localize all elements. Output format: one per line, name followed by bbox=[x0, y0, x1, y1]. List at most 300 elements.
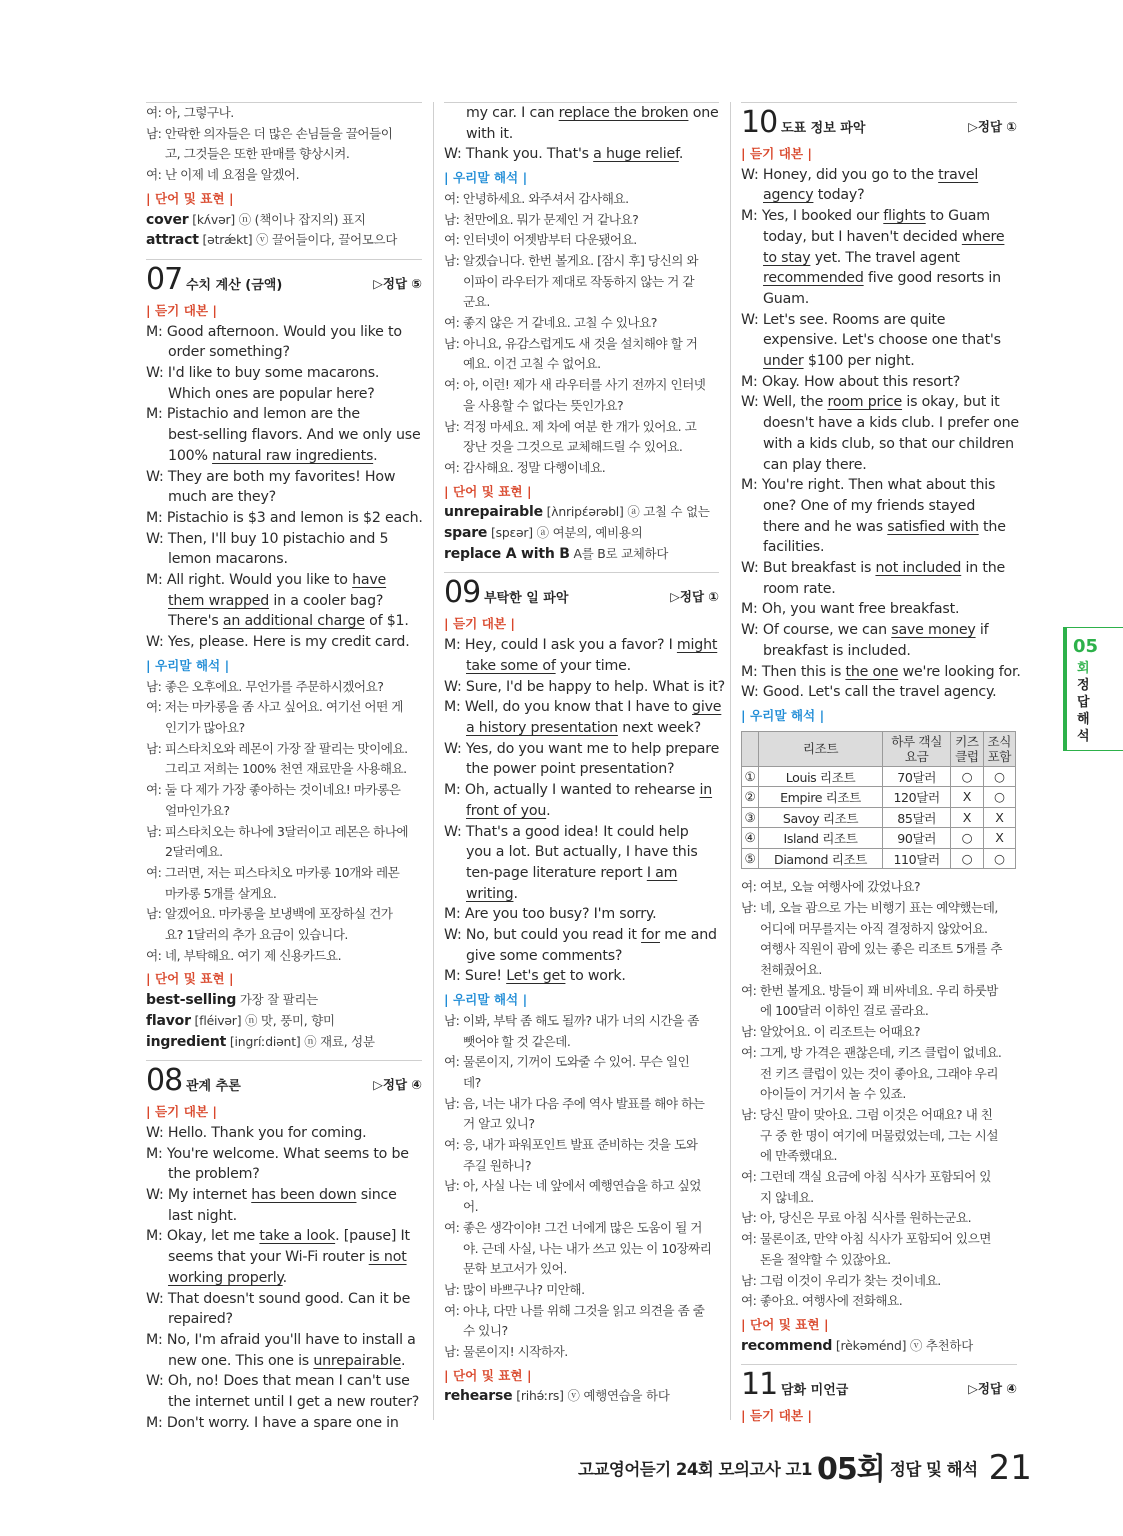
column-1 bbox=[146, 102, 422, 1433]
script-line bbox=[741, 517, 1017, 538]
script-line bbox=[146, 1164, 422, 1185]
section-label: | 듣기 대본 | bbox=[444, 616, 516, 632]
script-text: your time. bbox=[555, 657, 631, 674]
vocab-entry bbox=[146, 1032, 422, 1053]
script-text: breakfast is included. bbox=[763, 642, 911, 659]
footer-title: 고교영어듣기 24회 모의고사 고1 bbox=[578, 1460, 812, 1479]
side-tab-char: 회 bbox=[1077, 661, 1090, 676]
script-line bbox=[741, 599, 1017, 620]
translation-line: 남: 알겠어요. 마카롱을 보냉백에 포장하실 건가 bbox=[146, 906, 393, 922]
script-line bbox=[444, 635, 719, 656]
vocab-entry bbox=[444, 523, 719, 544]
table-cell: Savoy 리조트 bbox=[759, 807, 883, 828]
script-line bbox=[741, 537, 1017, 558]
translation-line: 어디에 머무를지는 아직 결정하지 않았어요. bbox=[760, 920, 988, 936]
script-text: W: Then, I'll buy 10 pistachio and 5 bbox=[146, 530, 389, 547]
translation-line: 남: 천만에요. 뭐가 문제인 거 같나요? bbox=[444, 211, 639, 227]
script-text: best-selling flavors. And we only use bbox=[168, 427, 421, 444]
script-line bbox=[741, 289, 1017, 310]
script-text: repaired? bbox=[168, 1311, 233, 1328]
translation-line: 천해줬어요. bbox=[760, 962, 822, 977]
table-cell: 90달러 bbox=[883, 828, 951, 849]
underlined-phrase: replace the broken bbox=[558, 105, 689, 121]
vocab-meaning: [ʌ̀nripɛ́ərəbl] ⓐ 고칠 수 없는 bbox=[542, 504, 710, 520]
section-label: | 단어 및 표현 | bbox=[146, 190, 234, 206]
script-line bbox=[741, 227, 1017, 248]
table-header-text: 하루 객실 bbox=[891, 733, 942, 749]
translation-line: 남: 좋은 오후에요. 무언가를 주문하시겠어요? bbox=[146, 678, 384, 694]
script-text: my car. I can bbox=[466, 105, 559, 121]
table-cell: ○ bbox=[983, 787, 1015, 808]
script-text: W: But breakfast is bbox=[741, 560, 876, 577]
translation-line: 그리고 저희는 100% 천연 재료만을 사용해요. bbox=[165, 761, 407, 777]
translation-line: 여: 둘 다 제가 가장 좋아하는 것이네요! 마카롱은 bbox=[146, 782, 401, 798]
script-line bbox=[444, 656, 719, 677]
table-cell: Island 리조트 bbox=[759, 828, 883, 849]
vocab-entry bbox=[146, 230, 422, 251]
script-text: five good resorts in bbox=[863, 270, 1001, 287]
translation-line: 요? 1달러의 추가 요금이 있습니다. bbox=[165, 927, 348, 943]
script-line bbox=[741, 662, 1021, 683]
answer-badge: ▷정답 ① bbox=[968, 119, 1017, 134]
script-line bbox=[444, 718, 719, 739]
answer-badge: ▷정답 ① bbox=[670, 589, 719, 605]
vocab-meaning: 가장 잘 팔리는 bbox=[236, 992, 319, 1008]
table-corner-cell bbox=[742, 731, 759, 766]
script-text: W: They are both my favorites! How bbox=[146, 468, 396, 485]
script-text: new one. This one is bbox=[168, 1352, 314, 1369]
underlined-phrase: for bbox=[641, 927, 660, 944]
script-text: W: Let's see. Rooms are quite bbox=[741, 311, 946, 328]
script-line bbox=[741, 413, 1017, 434]
table-cell: ○ bbox=[951, 848, 983, 869]
translation-line: 여: 저는 마카롱을 좀 사고 싶어요. 여기선 어떤 게 bbox=[146, 699, 403, 715]
translation-line: 여: 그런데 객실 요금에 아침 식사가 포함되어 있 bbox=[741, 1169, 991, 1185]
underlined-phrase: natural raw ingredients bbox=[212, 447, 374, 464]
translation-line: 남: 그럼 이것이 우리가 찾는 것이네요. bbox=[741, 1272, 941, 1288]
script-line bbox=[146, 1351, 422, 1372]
table-row bbox=[742, 807, 1016, 828]
underlined-phrase: has been down bbox=[251, 1187, 357, 1204]
table-cell: Empire 리조트 bbox=[759, 787, 883, 808]
script-text: M: Pistachio and lemon are the bbox=[146, 406, 360, 423]
script-line bbox=[146, 1268, 422, 1289]
script-text: M: No, I'm afraid you'll have to install a bbox=[146, 1331, 416, 1348]
script-text: in a cooler bag? bbox=[269, 592, 384, 609]
script-line bbox=[444, 966, 719, 987]
translation-line: 여: 안녕하세요. 와주셔서 감사해요. bbox=[444, 190, 629, 206]
footer-round: 05회 bbox=[817, 1452, 885, 1487]
script-text: . bbox=[282, 1269, 287, 1286]
script-line bbox=[444, 801, 719, 822]
translation-line: 남: 아니요, 유감스럽게도 새 것을 설치해야 할 거 bbox=[444, 335, 698, 351]
script-text: W: Of course, we can bbox=[741, 622, 892, 639]
script-line bbox=[741, 185, 1017, 206]
script-text: in the bbox=[961, 560, 1006, 577]
row-number: ② bbox=[742, 787, 759, 808]
script-text: we're looking for. bbox=[898, 663, 1021, 680]
answer-badge: ▷정답 ④ bbox=[373, 1077, 422, 1093]
script-text: W: Well, the bbox=[741, 394, 828, 411]
script-line bbox=[146, 1330, 422, 1351]
vocab-meaning: [rihə́ːrs] ⓥ 예행연습을 하다 bbox=[512, 1388, 670, 1404]
section-label: | 단어 및 표현 | bbox=[146, 971, 234, 987]
side-tab-char: 석 bbox=[1077, 729, 1090, 744]
script-line bbox=[741, 351, 1017, 372]
translation-line: 문학 보고서가 있어. bbox=[463, 1261, 567, 1277]
script-line bbox=[741, 165, 1017, 186]
table-cell: X bbox=[983, 807, 1015, 828]
underlined-phrase: take a look bbox=[259, 1228, 336, 1245]
script-line bbox=[741, 682, 1017, 703]
underlined-phrase: the one bbox=[845, 663, 899, 680]
translation-line: 얼마인가요? bbox=[165, 802, 230, 818]
script-text: M: Don't worry. I have a spare one in bbox=[146, 1414, 399, 1431]
script-text: give some comments? bbox=[466, 947, 623, 964]
script-line bbox=[444, 946, 719, 967]
section-side-tab bbox=[1063, 627, 1123, 751]
script-text: 100% bbox=[168, 447, 213, 464]
translation-line: 남: 알겠습니다. 한번 볼게요. [잠시 후] 당신의 와 bbox=[444, 252, 699, 268]
translation-line: 여: 그러면, 저는 피스타치오 마카롱 10개와 레몬 bbox=[146, 864, 400, 880]
translation-line: 남: 당신 말이 맞아요. 그럼 이것은 어때요? 내 친 bbox=[741, 1106, 993, 1122]
script-line bbox=[146, 529, 422, 550]
translation-line: 여: 아냐, 다만 나를 위해 그것을 읽고 의견을 좀 줄 bbox=[444, 1302, 705, 1318]
script-line bbox=[741, 392, 1017, 413]
translation-line: 지 않네요. bbox=[760, 1189, 814, 1205]
translation-line: 뺏어야 할 것 같은데. bbox=[463, 1033, 571, 1049]
translation-line: 야. 근데 사실, 나는 내가 쓰고 있는 이 10장짜리 bbox=[463, 1240, 712, 1256]
script-text: since bbox=[356, 1187, 397, 1204]
script-line bbox=[146, 384, 422, 405]
script-text: Which ones are popular here? bbox=[168, 385, 375, 402]
question-number: 11 bbox=[741, 1367, 778, 1403]
translation-line: 주길 원하니? bbox=[463, 1157, 532, 1173]
script-line bbox=[146, 591, 422, 612]
script-line bbox=[444, 124, 719, 145]
table-cell: 120달러 bbox=[883, 787, 951, 808]
script-line bbox=[444, 739, 719, 760]
script-line bbox=[741, 372, 1017, 393]
underlined-phrase: under bbox=[763, 353, 804, 370]
table-cell: 85달러 bbox=[883, 807, 951, 828]
translation-line: 여: 감사해요. 정말 다행이네요. bbox=[444, 459, 606, 475]
translation-line: 여: 여보, 오늘 여행사에 갔었나요? bbox=[741, 879, 921, 895]
side-tab-label bbox=[1077, 660, 1093, 745]
script-line bbox=[444, 103, 719, 124]
script-line bbox=[146, 1123, 422, 1144]
underlined-phrase: agency bbox=[763, 187, 814, 204]
script-text: Guam. bbox=[763, 290, 810, 307]
row-number: ③ bbox=[742, 807, 759, 828]
script-text: with a kids club, so that our children bbox=[763, 435, 1014, 452]
script-line bbox=[741, 310, 1017, 331]
translation-line: 남: 피스타치오와 레몬이 가장 잘 팔리는 맛이에요. bbox=[146, 740, 408, 756]
script-line bbox=[444, 842, 719, 863]
section-label: | 우리말 해석 | bbox=[444, 170, 528, 186]
script-line bbox=[444, 144, 719, 165]
translation-line: 여: 한번 볼게요. 방들이 꽤 비싸네요. 우리 하룻밤 bbox=[741, 982, 998, 998]
script-text: W: Thank you. That's bbox=[444, 146, 594, 163]
translation-line: 예요. 이건 고칠 수 없어요. bbox=[463, 356, 601, 372]
vocab-entry bbox=[146, 210, 422, 231]
table-cell: X bbox=[983, 828, 1015, 849]
translation-line: 전 키즈 클럽이 있는 것이 좋아요, 그래야 우리 bbox=[760, 1065, 999, 1081]
script-line bbox=[146, 1371, 422, 1392]
translation-line: 남: 아, 당신은 무료 아침 식사를 원하는군요. bbox=[741, 1210, 972, 1226]
translation-line: 에 100달러 이하인 걸로 골라요. bbox=[760, 1003, 929, 1019]
underlined-phrase: room price bbox=[827, 394, 903, 411]
question-header bbox=[741, 1364, 1017, 1403]
script-text: one bbox=[688, 105, 719, 121]
script-text: one? One of my friends stayed bbox=[763, 497, 976, 514]
script-text: . bbox=[546, 802, 551, 819]
script-text: to work. bbox=[565, 968, 626, 985]
translation-line: 여: 아, 이런! 제가 새 라우터를 사기 전까지 인터넷 bbox=[444, 377, 706, 393]
row-number: ④ bbox=[742, 828, 759, 849]
table-cell: 110달러 bbox=[883, 848, 951, 869]
table-cell: ○ bbox=[951, 828, 983, 849]
script-line bbox=[146, 425, 422, 446]
vocab-meaning: [ətrǽkt] ⓥ 끌어들이다, 끌어모으다 bbox=[198, 232, 398, 248]
side-tab-char: 답 bbox=[1077, 695, 1090, 710]
script-text: $100 per night. bbox=[803, 353, 915, 370]
vocab-meaning: [spɛər] ⓐ 여분의, 예비용의 bbox=[487, 525, 643, 541]
translation-line: 에 만족했대요. bbox=[760, 1148, 837, 1164]
script-line bbox=[146, 1289, 422, 1310]
underlined-phrase: have bbox=[352, 572, 387, 589]
script-text: M: Okay. How about this resort? bbox=[741, 373, 961, 390]
translation-line: 여: 물론이지, 기꺼이 도와줄 수 있어. 무슨 일인 bbox=[444, 1054, 690, 1070]
script-text: W: My internet bbox=[146, 1187, 252, 1204]
translation-line: 남: 피스타치오는 하나에 3달러이고 레몬은 하나에 bbox=[146, 823, 409, 839]
translation-line: 여: 인터넷이 어젯밤부터 다운됐어요. bbox=[444, 232, 637, 248]
script-text: . bbox=[373, 447, 378, 464]
vocab-word: flavor bbox=[146, 1012, 191, 1029]
script-line bbox=[741, 558, 1017, 579]
row-number: ⑤ bbox=[742, 848, 759, 869]
script-text: M: Sure! bbox=[444, 968, 507, 985]
script-line bbox=[146, 1247, 422, 1268]
underlined-phrase: is not bbox=[368, 1249, 407, 1266]
script-text: M: Hey, could I ask you a favor? I bbox=[444, 637, 677, 654]
table-header-text: 요금 bbox=[904, 748, 929, 764]
underlined-phrase: front of you bbox=[466, 802, 547, 819]
script-line bbox=[146, 1206, 422, 1227]
script-text: next week? bbox=[617, 719, 701, 736]
script-text: W: Oh, no! Does that mean I can't use bbox=[146, 1373, 410, 1390]
script-line bbox=[146, 549, 422, 570]
resort-table bbox=[741, 731, 1016, 870]
section-label: | 우리말 해석 | bbox=[146, 657, 230, 673]
underlined-phrase: not included bbox=[875, 560, 962, 577]
translation-line: 수 있니? bbox=[463, 1323, 508, 1339]
section-label: | 단어 및 표현 | bbox=[741, 1316, 829, 1332]
script-text: M: Good afternoon. Would you like to bbox=[146, 323, 402, 340]
underlined-phrase: to stay bbox=[763, 249, 811, 266]
translation-line: 여: 아, 그렇구나. bbox=[146, 105, 234, 120]
script-line bbox=[444, 884, 719, 905]
question-type: 담화 미언급 bbox=[781, 1383, 849, 1399]
translation-line: 여: 좋지 않은 거 같네요. 고칠 수 있나요? bbox=[444, 315, 657, 331]
script-text: W: I'd like to buy some macarons. bbox=[146, 365, 380, 382]
script-text: M: Oh, actually I wanted to rehearse bbox=[444, 782, 700, 799]
script-line bbox=[146, 1226, 422, 1247]
script-text: the bbox=[978, 518, 1006, 535]
translation-line: 을 사용할 수 없다는 뜻인가요? bbox=[463, 397, 624, 413]
vocab-word: spare bbox=[444, 525, 488, 542]
section-label: | 우리말 해석 | bbox=[444, 992, 528, 1008]
vocab-entry bbox=[444, 544, 719, 565]
script-text: is okay, but it bbox=[902, 394, 1000, 411]
vocab-entry bbox=[741, 1336, 1017, 1357]
translation-line: 장난 것을 그것으로 교체해드릴 수 있어요. bbox=[463, 439, 683, 455]
question-type: 도표 정보 파악 bbox=[781, 121, 866, 136]
script-line bbox=[741, 248, 1017, 269]
table-header-cell bbox=[759, 731, 883, 766]
script-text: M: Okay, let me bbox=[146, 1228, 260, 1245]
vocab-meaning: [fléivər] ⓝ 맛, 풍미, 향미 bbox=[190, 1012, 335, 1028]
underlined-phrase: unrepairable bbox=[313, 1352, 401, 1369]
script-text: M: You're welcome. What seems to be bbox=[146, 1145, 409, 1162]
section-label: | 듣기 대본 | bbox=[146, 1104, 218, 1120]
question-header bbox=[146, 1060, 422, 1099]
script-line bbox=[444, 780, 719, 801]
translation-line: 여: 응, 내가 파워포인트 발표 준비하는 것을 도와 bbox=[444, 1137, 698, 1153]
script-text: there and he was bbox=[763, 518, 888, 535]
script-text: M: Pistachio is $3 and lemon is $2 each. bbox=[146, 509, 423, 526]
script-line bbox=[444, 863, 719, 884]
vocab-entry bbox=[146, 990, 422, 1011]
script-text: . bbox=[401, 1352, 406, 1369]
script-text: W: Hello. Thank you for coming. bbox=[146, 1124, 367, 1141]
vocab-word: best-selling bbox=[146, 992, 237, 1009]
vocab-word: rehearse bbox=[444, 1388, 513, 1405]
script-text: lemon macarons. bbox=[168, 551, 288, 568]
script-text: . [pause] It bbox=[335, 1228, 410, 1245]
translation-line: 거 알고 있니? bbox=[463, 1116, 535, 1132]
table-cell: ○ bbox=[983, 848, 1015, 869]
script-line bbox=[741, 641, 1017, 662]
table-header-cell bbox=[951, 731, 983, 766]
script-text: W: No, but could you read it bbox=[444, 927, 642, 944]
script-text: if bbox=[975, 622, 989, 639]
script-text: W: That's a good idea! It could help bbox=[444, 823, 689, 840]
underlined-phrase: in bbox=[699, 782, 713, 799]
translation-line: 어. bbox=[463, 1199, 479, 1215]
script-text: W: Yes, please. Here is my credit card. bbox=[146, 634, 410, 651]
table-header-cell bbox=[883, 731, 951, 766]
script-line bbox=[741, 455, 1017, 476]
table-header-text: 키즈 bbox=[955, 733, 979, 749]
script-text: expensive. Let's choose one that's bbox=[763, 332, 1001, 349]
script-line bbox=[741, 579, 1017, 600]
section-label: | 듣기 대본 | bbox=[741, 146, 813, 161]
script-line bbox=[146, 1413, 422, 1434]
question-type: 관계 추론 bbox=[186, 1079, 241, 1095]
underlined-phrase: I am bbox=[646, 864, 678, 881]
translation-line: 여: 좋은 생각이야! 그건 너에게 많은 도움이 될 거 bbox=[444, 1219, 702, 1235]
script-text: last night. bbox=[168, 1207, 237, 1224]
vocab-entry bbox=[444, 502, 719, 523]
question-header bbox=[741, 102, 1017, 141]
translation-line: 남: 안락한 의자들은 더 많은 손님들을 끌어들이 bbox=[146, 125, 393, 141]
side-tab-char: 해 bbox=[1077, 712, 1090, 727]
script-text: There's bbox=[168, 613, 223, 630]
translation-line: 2달러예요. bbox=[165, 844, 223, 860]
translation-line: 남: 네, 오늘 괌으로 가는 비행기 표는 예약했는데, bbox=[741, 899, 998, 915]
script-text: M: Are you too busy? I'm sorry. bbox=[444, 906, 657, 923]
translation-line: 구 중 한 명이 여기에 머물렀었는데, 그는 시설 bbox=[760, 1127, 999, 1143]
vocab-meaning: A를 B로 교체하다 bbox=[569, 545, 669, 561]
script-line bbox=[444, 677, 725, 698]
underlined-phrase: take some of bbox=[466, 657, 556, 674]
underlined-phrase: where bbox=[961, 228, 1005, 245]
translation-line: 데? bbox=[463, 1074, 481, 1090]
script-line bbox=[741, 620, 1017, 641]
underlined-phrase: Let's get bbox=[506, 968, 566, 985]
vocab-word: replace A with B bbox=[444, 545, 570, 562]
underlined-phrase: recommended bbox=[763, 270, 864, 287]
translation-line: 여: 난 이제 네 요점을 알겠어. bbox=[146, 167, 300, 183]
section-label: | 단어 및 표현 | bbox=[444, 1367, 532, 1383]
vocab-entry bbox=[444, 1386, 719, 1407]
script-text: . bbox=[678, 146, 684, 163]
script-line bbox=[146, 363, 422, 384]
side-tab-number: 05 bbox=[1073, 636, 1099, 657]
script-line bbox=[146, 1144, 422, 1165]
answer-badge: ▷정답 ⑤ bbox=[373, 275, 422, 291]
translation-line: 남: 아, 사실 나는 네 앞에서 예행연습을 하고 싶었 bbox=[444, 1178, 701, 1194]
script-text: M: All right. Would you like to bbox=[146, 572, 353, 589]
script-text: M: Well, do you know that I have to bbox=[444, 699, 693, 716]
table-row bbox=[742, 848, 1016, 869]
script-text: order something? bbox=[168, 344, 290, 361]
page-number: 21 bbox=[988, 1448, 1032, 1488]
question-number: 10 bbox=[741, 105, 778, 140]
translation-line: 남: 이봐, 부탁 좀 해도 될까? 내가 너의 시간을 좀 bbox=[444, 1012, 699, 1028]
script-text: W: That doesn't sound good. Can it be bbox=[146, 1290, 411, 1307]
script-text: much are they? bbox=[168, 489, 276, 506]
translation-line: 고, 그것들은 또한 판매를 향상시켜. bbox=[165, 146, 350, 162]
underlined-phrase: them wrapped bbox=[168, 592, 270, 609]
underlined-phrase: working properly bbox=[168, 1269, 283, 1286]
script-text: today, but I haven't decided bbox=[763, 228, 962, 245]
table-cell: X bbox=[951, 807, 983, 828]
script-text: W: Honey, did you go to the bbox=[741, 166, 939, 183]
script-line bbox=[146, 1185, 422, 1206]
underlined-phrase: give bbox=[692, 699, 722, 716]
script-text: of $1. bbox=[364, 613, 409, 630]
underlined-phrase: might bbox=[676, 637, 718, 654]
question-number: 08 bbox=[146, 1063, 183, 1099]
translation-line: 이파이 라우터가 제대로 작동하지 않는 거 같 bbox=[463, 273, 694, 289]
vocab-entry bbox=[146, 1011, 422, 1032]
underlined-phrase: save money bbox=[891, 622, 976, 639]
vocab-word: ingredient bbox=[146, 1033, 227, 1050]
script-line bbox=[146, 342, 422, 363]
table-header-text: 리조트 bbox=[802, 741, 839, 757]
table-cell: X bbox=[951, 787, 983, 808]
script-text: M: Then this is bbox=[741, 663, 846, 680]
script-line bbox=[146, 508, 422, 529]
vocab-word: cover bbox=[146, 211, 189, 228]
table-cell: ○ bbox=[951, 766, 983, 787]
table-header-row bbox=[742, 731, 1016, 766]
script-line bbox=[444, 822, 719, 843]
script-text: M: You're right. Then what about this bbox=[741, 477, 996, 494]
question-type: 부탁한 일 파악 bbox=[484, 591, 569, 607]
